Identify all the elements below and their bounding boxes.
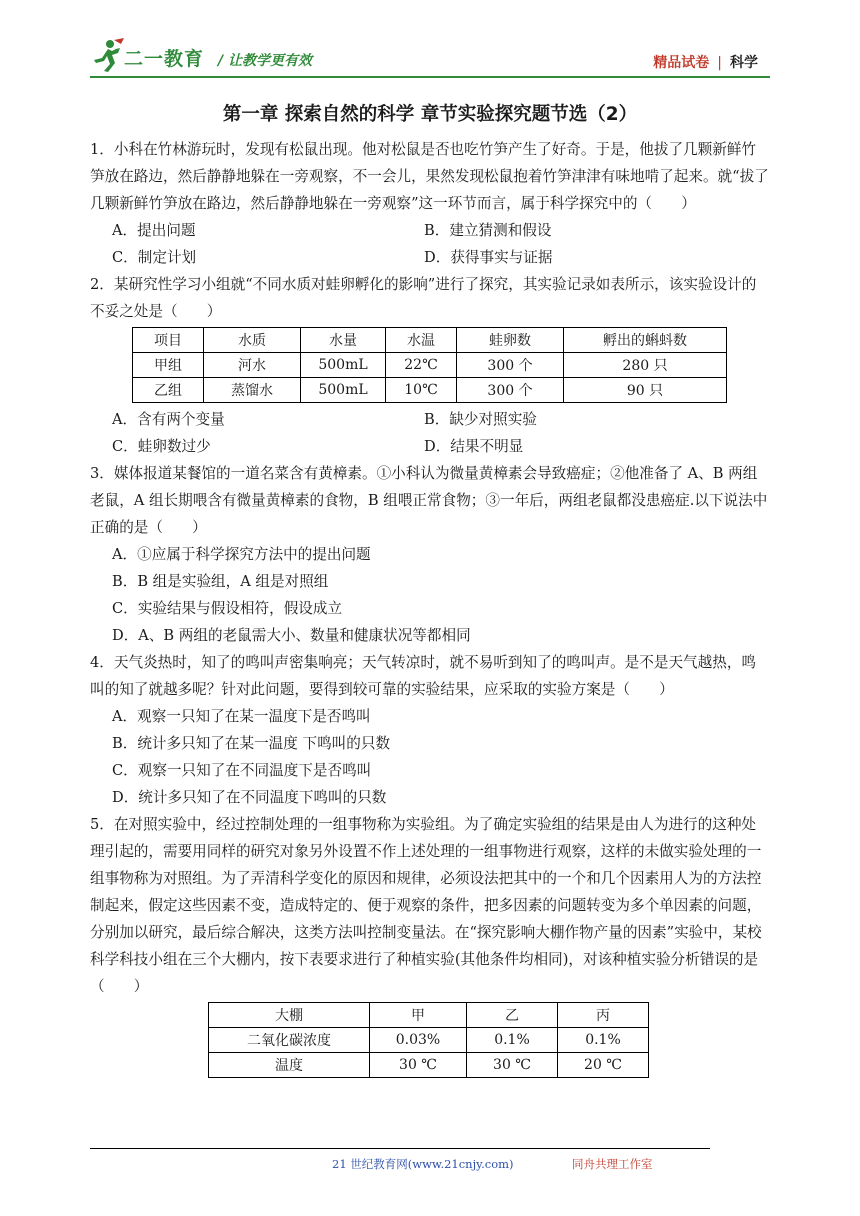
question-4-option-a: A．观察一只知了在某一温度下是否鸣叫 <box>112 708 371 725</box>
question-2-option-d: D．结果不明显 <box>424 438 524 455</box>
question-1-text: 1．小科在竹林游玩时，发现有松鼠出现。他对松鼠是否也吃竹笋产生了好奇。于是，他拔了几颗新鲜竹笋放在路边，然后静静地躲在一旁观察，不一会儿，果然发现松鼠抱着竹笋津津有味地啃了起来。就“拔了几颗新鲜竹笋放在路边，然后静静地躲在一旁观察”这一环节而言，属于科学探究中的（ ） <box>90 141 769 212</box>
question-2-table <box>132 327 727 403</box>
header-separator: | <box>717 55 722 71</box>
table-cell: 甲组 <box>133 353 204 378</box>
table-cell: 500mL <box>301 378 386 403</box>
table-row <box>133 378 727 403</box>
header-subject: 科学 <box>730 55 758 71</box>
question-4-option-b: B．统计多只知了在某一温度 下鸣叫的只数 <box>112 735 391 752</box>
table-cell: 水量 <box>301 328 386 353</box>
table-cell: 0.03% <box>370 1028 467 1053</box>
question-2-option-c: C．蛙卵数过少 <box>112 438 211 455</box>
page-header <box>90 38 770 78</box>
question-1-option-a: A．提出问题 <box>112 222 196 239</box>
question-1-option-d: D．获得事实与证据 <box>424 249 553 266</box>
runner-logo-icon <box>90 38 124 72</box>
table-cell: 300 个 <box>457 353 564 378</box>
question-2-text: 2．某研究性学习小组就“不同水质对蛙卵孵化的影响”进行了探究，其实验记录如表所示，该实验设计的不妥之处是（ ） <box>90 276 757 320</box>
question-4-options <box>90 703 770 811</box>
question-3-option-c: C．实验结果与假设相符，假设成立 <box>112 600 343 617</box>
table-cell: 河水 <box>204 353 301 378</box>
table-cell: 乙组 <box>133 378 204 403</box>
question-5-table <box>208 1002 649 1078</box>
table-cell: 孵出的蝌蚪数 <box>564 328 727 353</box>
question-4-option-d: D．统计多只知了在不同温度下鸣叫的只数 <box>112 789 387 806</box>
logo <box>90 38 220 74</box>
page-title: 第一章 探索自然的科学 章节实验探究题节选（2） <box>222 104 638 125</box>
header-slogan: / 让教学更有效 <box>218 53 312 69</box>
header-tag: 精品试卷 <box>653 55 710 71</box>
questions-content <box>90 136 770 1078</box>
table-cell: 丙 <box>558 1003 649 1028</box>
table-cell: 300 个 <box>457 378 564 403</box>
table-cell: 水温 <box>386 328 457 353</box>
table-row <box>133 353 727 378</box>
question-2-option-a: A．含有两个变量 <box>112 411 225 428</box>
question-3-text: 3．媒体报道某餐馆的一道名菜含有黄樟素。①小科认为微量黄樟素会导致癌症；②他准备了 A、B 两组老鼠，A 组长期喂含有微量黄樟素的食物，B 组喂正常食物；③一年后，两组老鼠都没患癌症.以下说法中正确的是（ ） <box>90 465 768 536</box>
table-cell: 温度 <box>209 1053 370 1078</box>
question-3-option-a: A．①应属于科学探究方法中的提出问题 <box>112 546 371 563</box>
table-cell: 二氧化碳浓度 <box>209 1028 370 1053</box>
table-cell: 30 ℃ <box>467 1053 558 1078</box>
question-1-option-b: B．建立猜测和假设 <box>424 222 552 239</box>
table-row <box>133 328 727 353</box>
question-2-options <box>90 406 770 460</box>
table-row <box>209 1053 649 1078</box>
question-1-options <box>90 217 770 271</box>
footer-site-link[interactable]: 21 世纪教育网(www.21cnjy.com) <box>332 1157 514 1171</box>
question-2-option-b: B．缺少对照实验 <box>424 411 537 428</box>
question-4-option-c: C．观察一只知了在不同温度下是否鸣叫 <box>112 762 372 779</box>
table-cell: 项目 <box>133 328 204 353</box>
header-divider <box>90 76 770 78</box>
logo-text: 二一教育 <box>124 48 205 70</box>
table-cell: 0.1% <box>467 1028 558 1053</box>
header-right <box>653 52 758 72</box>
table-cell: 0.1% <box>558 1028 649 1053</box>
table-cell: 280 只 <box>564 353 727 378</box>
table-cell: 10℃ <box>386 378 457 403</box>
question-4-text: 4．天气炎热时，知了的鸣叫声密集响亮；天气转凉时，就不易听到知了的鸣叫声。是不是天气越热，鸣叫的知了就越多呢？针对此问题，要得到较可靠的实验结果，应采取的实验方案是（ ） <box>90 654 757 698</box>
question-3-options <box>90 541 770 649</box>
table-cell: 蒸馏水 <box>204 378 301 403</box>
table-cell: 22℃ <box>386 353 457 378</box>
table-cell: 30 ℃ <box>370 1053 467 1078</box>
table-row <box>209 1003 649 1028</box>
table-cell: 水质 <box>204 328 301 353</box>
question-3-option-b: B．B 组是实验组，A 组是对照组 <box>112 573 329 590</box>
question-1-option-c: C．制定计划 <box>112 249 197 266</box>
table-cell: 90 只 <box>564 378 727 403</box>
question-3-option-d: D．A、B 两组的老鼠需大小、数量和健康状况等都相同 <box>112 627 471 644</box>
table-cell: 蛙卵数 <box>457 328 564 353</box>
table-cell: 乙 <box>467 1003 558 1028</box>
table-cell: 甲 <box>370 1003 467 1028</box>
table-cell: 20 ℃ <box>558 1053 649 1078</box>
table-cell: 500mL <box>301 353 386 378</box>
footer-studio: 同舟共理工作室 <box>572 1157 653 1171</box>
table-row <box>209 1028 649 1053</box>
footer-divider <box>90 1148 710 1149</box>
table-cell: 大棚 <box>209 1003 370 1028</box>
question-5-text: 5．在对照实验中，经过控制处理的一组事物称为实验组。为了确定实验组的结果是由人为进行的这种处理引起的，需要用同样的研究对象另外设置不作上述处理的一组事物进行观察，这样的未做实验处理的一组事物称为对照组。为了弄清科学变化的原因和规律，必须设法把其中的一个和几个因素用人为的方法控制起来，假定这些因素不变，造成特定的、便于观察的条件，把多因素的问题转变为多个单因素的问题，分别加以研究，最后综合解决，这类方法叫控制变量法。在“探究影响大棚作物产量的因素”实验中，某校科学科技小组在三个大棚内，按下表要求进行了种植实验(其他条件均相同)，对该种植实验分析错误的是（ ） <box>90 816 762 995</box>
